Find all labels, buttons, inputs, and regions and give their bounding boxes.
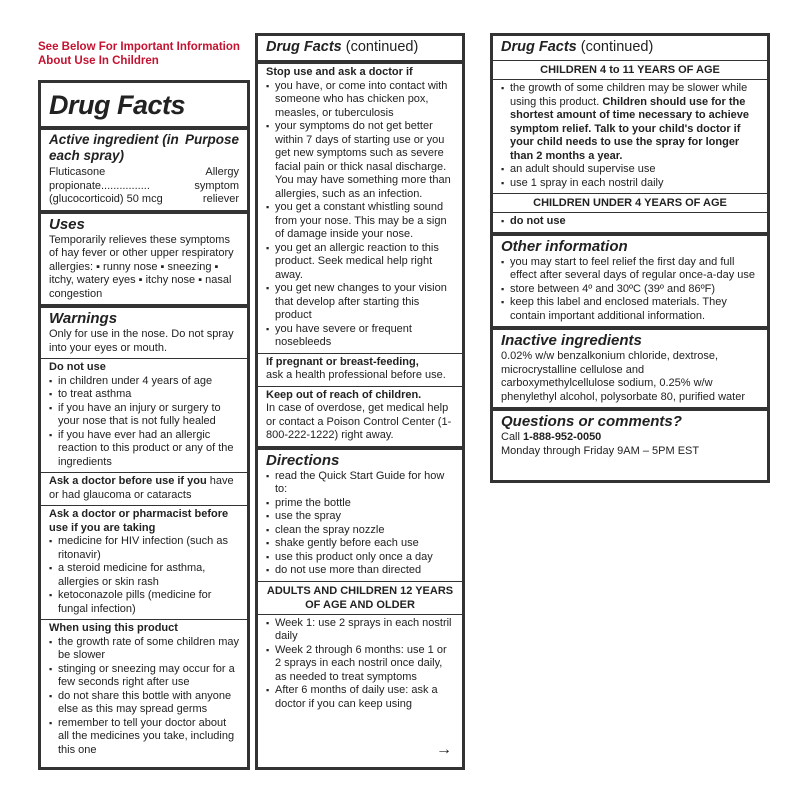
ask-doctor-text: have or had glaucoma or cataracts [49, 475, 234, 501]
phone-line: Call 1-888-952-0050 [501, 431, 602, 443]
adults-heading: ADULTS AND CHILDREN 12 YEARS OF AGE AND OLDER [258, 581, 462, 614]
list-item: ▪ use the spray [266, 510, 454, 524]
list-item: ▪ store between 4º and 30ºC (39º and 86ºF) [501, 283, 759, 297]
stop-use-heading: Stop use and ask a doctor if [266, 66, 413, 78]
list-item: ▪ you get a constant whistling sound from your nose. This may be a sign of damage inside your nose. [266, 201, 454, 242]
list-item: ▪ if you have an injury or surgery to your nose that is not fully healed [49, 402, 239, 429]
purpose-text: Allergy symptom reliever [194, 166, 239, 205]
warnings-text: Only for use in the nose. Do not spray into your eyes or mouth. [49, 328, 234, 354]
list-item: ▪ Week 1: use 2 sprays in each nostril daily [266, 617, 454, 644]
list-item: ▪ clean the spray nozzle [266, 524, 454, 538]
do-not-use-heading: Do not use [49, 361, 106, 373]
list-item: ▪ do not share this bottle with anyone else as this may spread germs [49, 690, 239, 717]
hours-text: Monday through Friday 9AM – 5PM EST [501, 444, 700, 457]
list-item: ▪ read the Quick Start Guide for how to: [266, 470, 454, 497]
list-item: ▪ stinging or sneezing may occur for a few seconds right after use [49, 663, 239, 690]
drug-facts-panel-1 [38, 80, 250, 770]
purpose-heading: Purpose [184, 132, 239, 147]
list-item: ▪ After 6 months of daily use: ask a doctor if you can keep using [266, 684, 454, 711]
active-ingredient: Fluticasone propionate................ (glucocorticoid) 50 mcg [49, 166, 163, 205]
list-item: ▪ you get new changes to your vision that develop after starting this product [266, 282, 454, 323]
list-item: ▪ do not use [501, 215, 759, 229]
list-item: ▪ ketoconazole pills (medicine for fungal infection) [49, 589, 239, 616]
list-item: ▪ keep this label and enclosed materials. They contain important additional information. [501, 296, 759, 323]
list-item: ▪ in children under 4 years of age [49, 375, 239, 389]
drug-facts-panel-3 [490, 33, 770, 483]
warnings-heading: Warnings [49, 310, 118, 327]
list-item: ▪ the growth rate of some children may be slower [49, 636, 239, 663]
inactive-ingredients-heading: Inactive ingredients [501, 332, 642, 349]
children-4-11-heading: CHILDREN 4 to 11 YEARS OF AGE [493, 60, 767, 79]
keep-out-of-reach-heading: Keep out of reach of children. [266, 388, 422, 401]
phone-number[interactable]: 1-888-952-0050 [523, 431, 602, 443]
list-item: ▪ you have severe or frequent nosebleeds [266, 323, 454, 350]
continued-title: Drug Facts (continued) [501, 39, 654, 55]
list-item: ▪ you may start to feel relief the first day and full effect after several days of regular once-a-day use [501, 256, 759, 283]
uses-text: Temporarily relieves these symptoms of hay fever or other upper respiratory allergies: ▪ runny nose ▪ sneezing ▪ itchy, watery eyes ▪ itchy nose ▪ nasal congestion [49, 233, 234, 300]
ask-doctor-heading: Ask a doctor before use if you [49, 475, 207, 487]
pregnant-text: ask a health professional before use. [266, 369, 446, 381]
list-item: ▪ to treat asthma [49, 388, 239, 402]
list-item: ▪ remember to tell your doctor about all the medicines you take, including this one [49, 717, 239, 758]
when-using-heading: When using this product [49, 622, 178, 634]
other-information-heading: Other information [501, 237, 628, 255]
uses-heading: Uses [49, 215, 85, 233]
children-under-4-heading: CHILDREN UNDER 4 YEARS OF AGE [493, 193, 767, 212]
pregnant-heading: If pregnant or breast-feeding, [266, 355, 419, 368]
keep-out-of-reach-text: In case of overdose, get medical help or contact a Poison Control Center (1-800-222-1222) right away. [266, 402, 452, 441]
list-item: ▪ use this product only once a day [266, 551, 454, 565]
list-item: ▪ the growth of some children may be slower while using this product. Children should use for the shortest amount of time necessary to achieve symptom relief. Talk to your child's doctor if your child needs to use the spray for longer than 2 months a year. [501, 82, 759, 163]
active-ingredient-heading: Active ingredient (in each spray) [49, 132, 179, 163]
list-item: ▪ medicine for HIV infection (such as ritonavir) [49, 535, 239, 562]
list-item: ▪ Week 2 through 6 months: use 1 or 2 sprays in each nostril once daily, as needed to treat symptoms [266, 644, 454, 685]
list-item: ▪ shake gently before each use [266, 537, 454, 551]
inactive-ingredients-text: 0.02% w/w benzalkonium chloride, dextrose, microcrystalline cellulose and carboxymethylcellulose sodium, 0.25% w/w phenylethyl alcohol, polysorbate 80, purified water [501, 350, 745, 403]
list-item: ▪ an adult should supervise use [501, 163, 759, 177]
questions-heading: Questions or comments? [501, 413, 682, 430]
children-use-notice: See Below For Important Information About Use In Children [38, 41, 240, 67]
list-item: ▪ you have, or come into contact with someone who has chicken pox, measles, or tuberculosis [266, 80, 454, 121]
drug-facts-title: Drug Facts [49, 90, 186, 120]
directions-heading: Directions [266, 451, 340, 469]
drug-facts-panel-2 [255, 33, 465, 770]
list-item: ▪ if you have ever had an allergic reaction to this product or any of the ingredients [49, 429, 239, 470]
list-item: ▪ do not use more than directed [266, 564, 454, 578]
list-item: ▪ prime the bottle [266, 497, 454, 511]
list-item: ▪ your symptoms do not get better within 7 days of starting use or you get new symptoms such as severe facial pain or thick nasal discharge. You may have something more than allergies, such as an infection. [266, 120, 454, 201]
list-item: ▪ a steroid medicine for asthma, allergies or skin rash [49, 562, 239, 589]
continued-title: Drug Facts (continued) [266, 39, 419, 55]
ask-pharmacist-heading: Ask a doctor or pharmacist before use if you are taking [49, 508, 229, 534]
list-item: ▪ you get an allergic reaction to this product. Seek medical help right away. [266, 242, 454, 283]
continue-arrow-icon: → [436, 741, 452, 758]
list-item: ▪ use 1 spray in each nostril daily [501, 177, 759, 191]
